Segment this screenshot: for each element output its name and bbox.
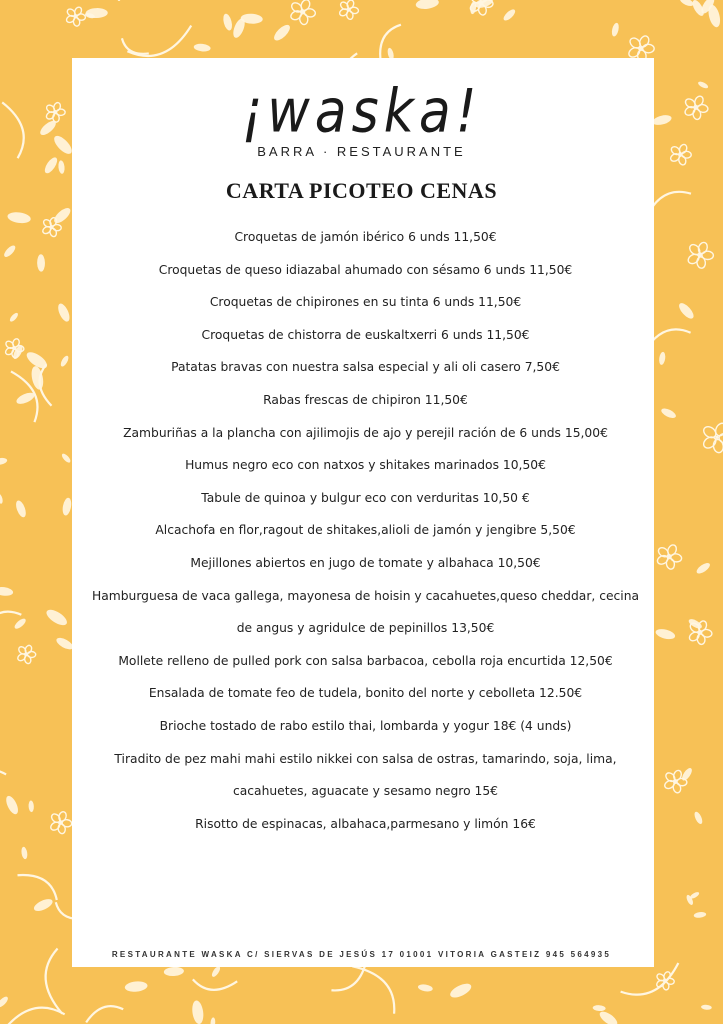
logo-subtitle: BARRA · RESTAURANTE [257,144,466,159]
menu-item: Alcachofa en flor,ragout de shitakes,alioli de jamón y jengibre 5,50€ [155,523,576,538]
menu-item: Hamburguesa de vaca gallega, mayonesa de hoisin y cacahuetes,queso cheddar, cecina [91,588,640,603]
menu-item: Croquetas de chistorra de euskaltxerri 6 unds 11,50€ [201,327,530,342]
menu-item: Tiradito de pez mahi mahi estilo nikkei con salsa de ostras, tamarindo, soja, lima, [114,751,617,766]
menu-item: Croquetas de queso idiazabal ahumado con sésamo 6 unds 11,50€ [158,262,573,277]
menu-title: CARTA PICOTEO CENAS [225,178,498,203]
menu-item: Rabas frescas de chipiron 11,50€ [263,392,468,407]
menu-item: Tabule de quinoa y bulgur eco con verduritas 10,50 € [201,490,530,505]
menu-item: Brioche tostado de rabo estilo thai, lombarda y yogur 18€ (4 unds) [159,718,572,733]
menu-item: cacahuetes, aguacate y sesamo negro 15€ [233,784,498,799]
logo-wordmark: ¡waska! [241,77,482,147]
footer-address: RESTAURANTE WASKA C/ SIERVAS DE JESÚS 17 01001 VITORIA GASTEIZ 945 564935 [111,950,612,959]
menu-item: Risotto de espinacas, albahaca,parmesano y limón 16€ [195,816,536,831]
menu-item: Patatas bravas con nuestra salsa especial y ali oli casero 7,50€ [171,360,560,375]
menu-item: Zamburiñas a la plancha con ajilimojis de ajo y perejil ración de 6 unds 15,00€ [123,425,608,440]
menu-item: Mollete relleno de pulled pork con salsa barbacoa, cebolla roja encurtida 12,50€ [118,653,613,668]
menu-item: Croquetas de chipirones en su tinta 6 unds 11,50€ [209,295,522,310]
menu-item: de angus y agridulce de pepinillos 13,50€ [236,621,495,636]
menu-list [80,221,651,840]
menu-item: Humus negro eco con natxos y shitakes marinados 10,50€ [185,458,546,473]
menu-item: Croquetas de jamón ibérico 6 unds 11,50€ [234,230,497,244]
logo [0,77,723,159]
menu-item: Mejillones abiertos en jugo de tomate y albahaca 10,50€ [190,555,541,570]
menu-item: Ensalada de tomate feo de tudela, bonito del norte y cebolleta 12.50€ [148,686,583,701]
